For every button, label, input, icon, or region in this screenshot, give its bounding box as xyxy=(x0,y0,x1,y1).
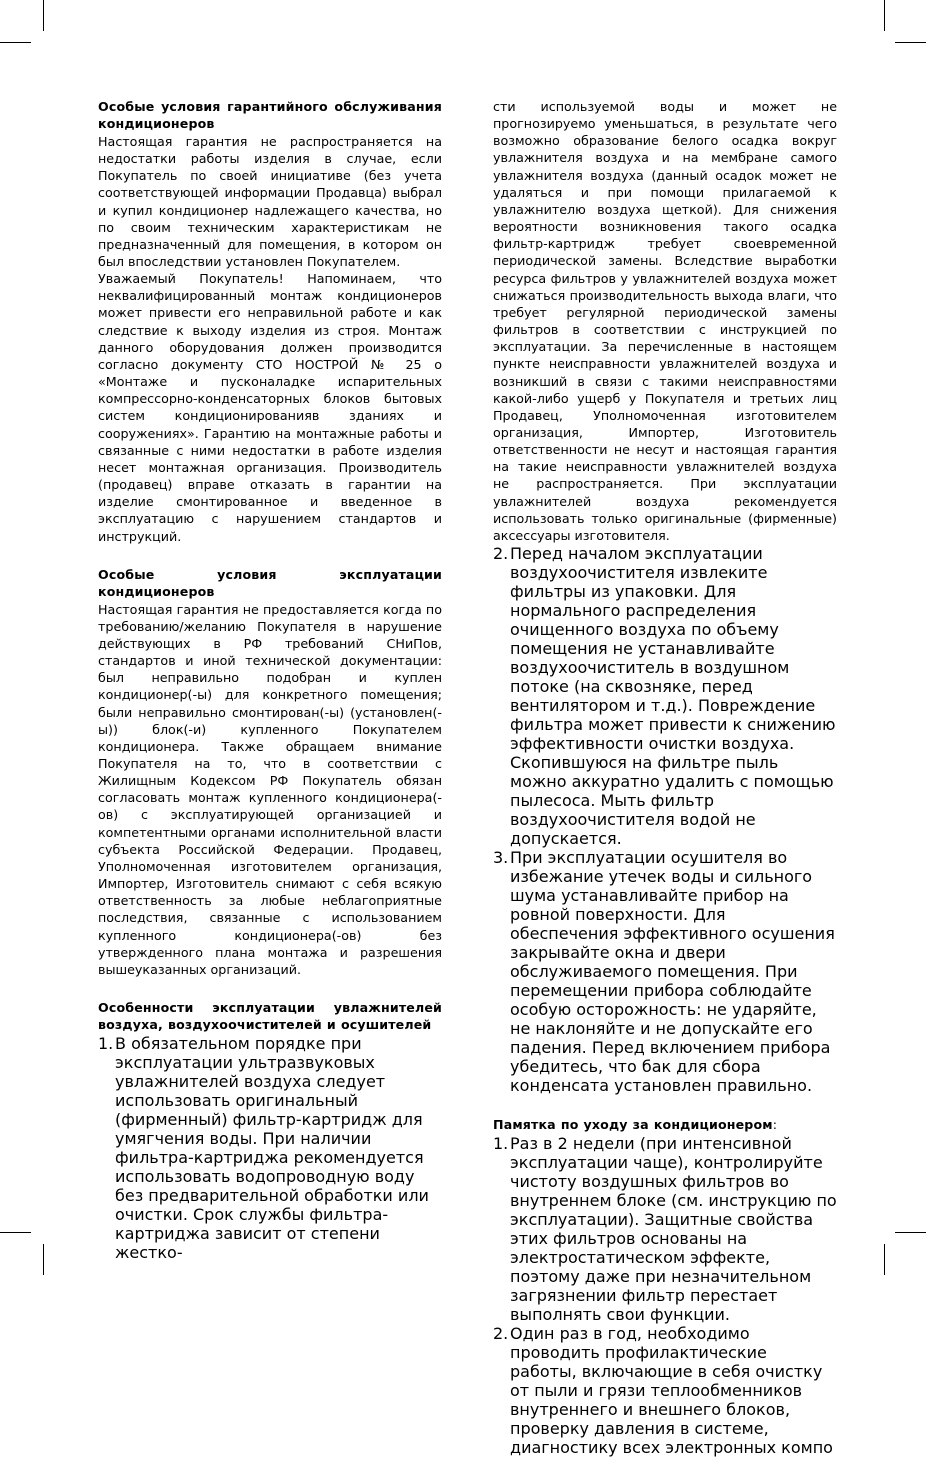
heading-special-operation-conditions: Особые условия эксплуатации кондиционеров xyxy=(98,566,442,599)
paragraph-humidifier-rules-continued: сти используемой воды и может не прогнозируемо уменьшаться, в результате чего возможно образование белого осадка вокруг увлажнителя воздуха и на мембране самого увлажнителя воздуха (данный осадок может не удаляться и при помощи прилагаемой к увлажнителю воздуха щеткой). Для снижения вероятности возникновения такого осадка фильтр-картридж требует своевременной периодической замены. Вследствие выработки ресурса фильтров у увлажнителей воздуха может снижаться производительность выхода влаги, что требует регулярной периодической замены фильтров в соответствии с инструкцией по эксплуатации. За перечисленные в настоящем пункте неисправности увлажнителей воздуха и возникший в связи с такими неисправностями какой-либо ущерб у Покупателя и третьих лиц Продавец, Уполномоченная изготовителем организация, Импортер, Изготовитель ответственности не несут и настоящая гарантия на такие неисправности увлажнителей воздуха не распространяется. При эксплуатации увлажнителей воздуха рекомендуется использовать только оригинальные (фирменные) аксессуары изготовителя. xyxy=(493,99,837,543)
list-maintenance-memo xyxy=(493,1134,837,1457)
list-humidifier-rules xyxy=(98,1034,442,1262)
left-column xyxy=(98,98,442,1262)
list-item xyxy=(98,1034,442,1262)
list-item xyxy=(493,1134,837,1324)
two-column-layout xyxy=(98,98,837,1457)
crop-mark-bottom-right-vertical xyxy=(884,1244,885,1275)
crop-mark-top-left-horizontal xyxy=(0,42,31,43)
right-column xyxy=(493,98,837,1457)
paragraph-warranty-scope: Настоящая гарантия не распространяется на недостатки работы изделия в случае, если Покупатель по своей инициативе (без учета соответствующей информации Продавца) выбрал и купил кондиционер надлежащего качества, но по своим техническим характеристикам не предназначенный для помещения, в котором он был впоследствии установлен Покупателем. xyxy=(98,133,442,269)
paragraph-warranty-exclusions: Настоящая гарантия не предоставляется когда по требованию/желанию Покупателя в нарушение действующих в РФ требований СНиПов, стандартов и иной технической документации: был неправильно подобран и куплен кондиционер(-ы) для конкретного помещения; были неправильно смонтирован(-ы) (установлен(-ы)) блок(-и) купленного Покупателем кондиционера. Также обращаем внимание Покупателя на то, что в соответствии с Жилищным Кодексом РФ Покупатель обязан согласовать монтаж купленного кондиционера(-ов) с эксплуатирующей организацией и компетентными органами исполнительной власти субъекта Российской Федерации. Продавец, Уполномоченная изготовителем организация, Импортер, Изготовитель снимают с себя всякую ответственность за любые неблагоприятные последствия, связанные с использованием купленного кондиционера(-ов) без утвержденного плана монтажа и разрешения вышеуказанных организаций. xyxy=(98,601,442,977)
list-item-number: 1. xyxy=(98,1033,114,1053)
heading-maintenance-memo-text: Памятка по уходу за кондиционером xyxy=(493,1117,773,1133)
crop-mark-top-left-vertical xyxy=(43,0,44,31)
list-item xyxy=(493,848,837,1095)
list-item-text: При эксплуатации осушителя во избежание утечек воды и сильного шума устанавливайте прибор на ровной поверхности. Для обеспечения эффективного осушения закрывайте окна и двери обслуживаемого помещения. При перемещении прибора соблюдайте особую осторожность: не ударяйте, не наклоняйте и не допускайте его падения. Перед включением прибора убедитесь, что бак для сбора конденсата установлен правильно. xyxy=(510,848,835,1096)
list-item-number: 2. xyxy=(493,544,509,564)
heading-special-warranty-conditions: Особые условия гарантийного обслуживания кондиционеров xyxy=(98,99,442,132)
heading-humidifier-operation-features: Особенности эксплуатации увлажнителей воздуха, воздухоочистителей и осушителей xyxy=(98,1000,442,1033)
list-item xyxy=(493,1324,837,1457)
list-item-text: Один раз в год, необходимо проводить профилактические работы, включающие в себя очистку от пыли и грязи теплообменников внутреннего и внешнего блоков, проверку давления в системе, диагностику всех электронных компо xyxy=(510,1323,833,1457)
heading-maintenance-memo-colon: : xyxy=(772,1117,778,1133)
list-item-number: 3. xyxy=(493,848,509,868)
list-item-text: Перед началом эксплуатации воздухоочистителя извлеките фильтры из упаковки. Для нормального распределения очищенного воздуха по объему помещения не устанавливайте воздухоочиститель в воздушном потоке (на сквозняке, перед вентилятором и т.д.). Повреждение фильтра может привести к снижению эффективности очистки воздуха. Скопившуюся на фильтре пыль можно аккуратно удалить с помощью пылесоса. Мыть фильтр воздухоочистителя водой не допускается. xyxy=(510,544,836,849)
page-content xyxy=(98,98,837,1457)
list-item-number: 1. xyxy=(493,1133,509,1153)
list-item-number: 2. xyxy=(493,1323,509,1343)
list-item-text: В обязательном порядке при эксплуатации ультразвуковых увлажнителей воздуха следует использовать оригинальный (фирменный) фильтр-картридж для умягчения воды. При наличии фильтра-картриджа рекомендуется использовать водопроводную воду без предварительной обработки или очистки. Срок службы фильтра-картриджа зависит от степени жестко- xyxy=(115,1033,429,1262)
list-air-purifier-dehumidifier-rules xyxy=(493,544,837,1095)
heading-maintenance-memo xyxy=(493,1116,837,1133)
list-item xyxy=(493,544,837,848)
crop-mark-bottom-left-vertical xyxy=(43,1244,44,1275)
crop-mark-bottom-left-horizontal xyxy=(0,1232,31,1233)
crop-mark-top-right-vertical xyxy=(884,0,885,31)
crop-mark-top-right-horizontal xyxy=(895,42,926,43)
crop-mark-bottom-right-horizontal xyxy=(895,1232,926,1233)
list-item-text: Раз в 2 недели (при интенсивной эксплуатации чаще), контролируйте чистоту воздушных фильтров во внутреннем блоке (см. инструкцию по эксплуатации). Защитные свойства этих фильтров основаны на электростатическом эффекте, поэтому даже при незначительном загрязнении фильтр перестает выполнять свои функции. xyxy=(510,1133,837,1324)
paragraph-installation-notice: Уважаемый Покупатель! Напоминаем, что неквалифицированный монтаж кондиционеров может привести его неправильной работе и как следствие к выходу изделия из строя. Монтаж данного оборудования должен производится согласно документу СТО НОСТРОЙ № 25 о «Монтаже и пусконаладке испарительных компрессорно-конденсаторных блоков бытовых систем кондиционированияв зданиях и сооружениях». Гарантию на монтажные работы и связанные с ними недостатки в работе изделия несет монтажная организация. Производитель (продавец) вправе отказать в гарантии на изделие смонтированное и введенное в эксплуатацию с нарушением стандартов и инструкций. xyxy=(98,271,442,544)
